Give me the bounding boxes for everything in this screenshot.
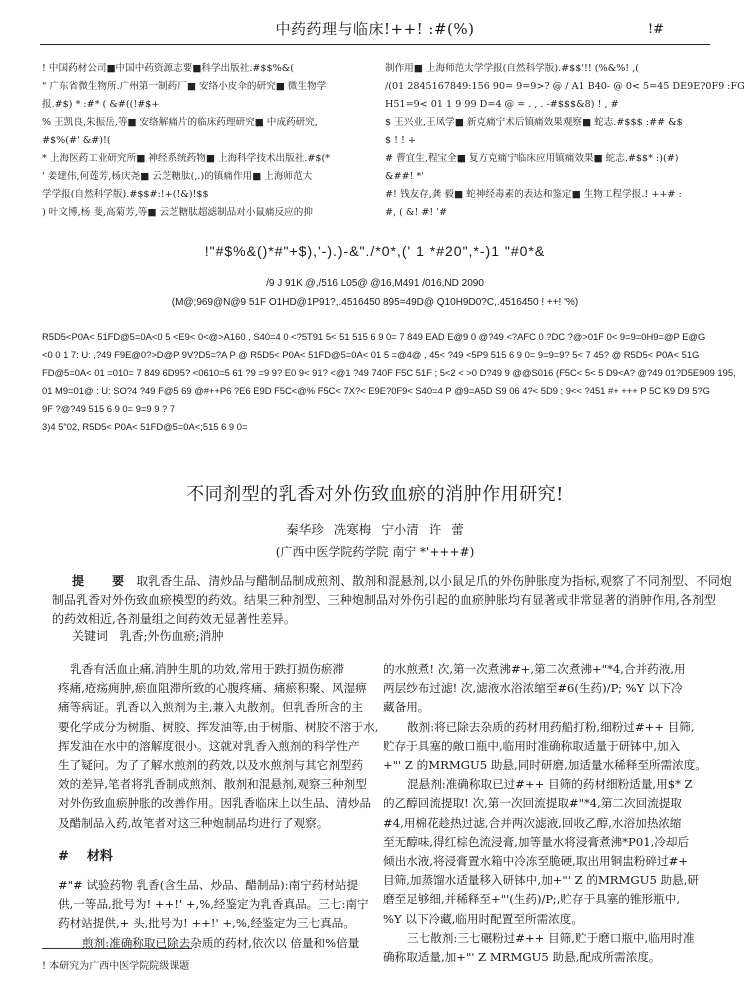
body-line: 至无醇味,得红棕色流浸膏,加等量水将浸膏煮沸*P01,冷却后 bbox=[383, 834, 690, 849]
english-abstract-line: <0 0 1 7: U: ,?49 F9E@0?>D@P 9V?D5=?A P @ R5D5< P0A< 51FD@5=0A< 01 5 =@4@ , 45< ?49 <5P9 515 6 9 0= 9=9=9? 5< 7 45? @ R5D5< P0A< 51G bbox=[42, 349, 700, 360]
english-abstract-line: 01 M9=01@ : U: SO?4 ?49 F@5 69 @#++P6 ?E6 E9D F5C<@% F5C< 7X?< E9E?0F9< S40=4 P @9=A5D S9 06 4?< 5D9 ; 9<< ?451 #+ +++ P 5C K9 D9 5?G bbox=[42, 385, 710, 396]
reference-line: * 上海医药工业研究所■ 神经系统药物■ 上海科学技术出版社.#$(* bbox=[42, 153, 331, 164]
footnote-rule bbox=[42, 948, 192, 949]
body-line: 乳香有活血止痛,消肿生肌的功效,常用于跌打损伤瘀滞 bbox=[70, 662, 345, 676]
header-rule bbox=[40, 44, 710, 45]
body-line: 三七散剂:三七碾粉过#++ 目筛,贮于磨口瓶中,临用时准 bbox=[407, 930, 695, 945]
reference-line: $ ! ! + bbox=[385, 135, 417, 146]
reference-line: # 曹宜生,程宝全■ 复方克痛宁临床应用镇痛效果■ 蛇志.#$$* :)(#) bbox=[385, 153, 679, 164]
english-keywords-line: 3)4 5"02, R5D5< P0A< 51FD@5=0A<;515 6 9 0= bbox=[42, 421, 248, 432]
abstract-line: 的药效相近,各剂量组之间药效无显著性差异。 bbox=[52, 612, 296, 626]
reference-line: 制作用■ 上海师范大学学报(自然科学版).#$$'!! (%&%! ,( bbox=[385, 63, 640, 74]
english-abstract-line: R5D5<P0A< 51FD@5=0A<0 5 <E9< 0<@>A160 , S40=4 0 <?5T91 5< 51 515 6 9 0= 7 849 EAD E@9 0 @?49 <?AFC 0 ?DC ?@>01F 0< 9=9=0H9=@P E@G bbox=[42, 331, 706, 342]
reference-line: #, ( &! #! '# bbox=[385, 207, 447, 218]
reference-line: % 王凯良,朱振岳,等■ 安络解痛片的临床药理研究■ 中成药研究, bbox=[42, 117, 318, 128]
english-title: !"#$%&()*#"+$),'-).)-&"./*0*,(' 1 *#20",*-)1 "#0*& bbox=[204, 243, 546, 259]
body-line: 效的差异,笔者将乳香制成煎剂、散剂和混悬剂,观察三种剂型 bbox=[58, 777, 367, 792]
body-line: 供,一等品,批号为! ++!' +,%,经鉴定为乳香真品。三七:南宁 bbox=[58, 897, 369, 912]
body-line: 的水煎煮! 次,第一次煮沸#+,第二次煮沸+"*4,合并药液,用 bbox=[383, 662, 686, 676]
page-marker: !# bbox=[647, 22, 664, 37]
body-line: 确称取适量,加+"' Z MRMGU5 助悬,配成所需浓度。 bbox=[383, 950, 661, 965]
section-title: 材料 bbox=[86, 848, 113, 864]
body-line: 的乙醇回流提取! 次,第一次回流提取#"*4,第二次回流提取 bbox=[383, 796, 682, 811]
body-line: 对外伤致血瘀肿胀的改善作用。因乳香临床上以生品、清炒品 bbox=[58, 796, 372, 811]
keywords-value: 乳香;外伤血瘀;消肿 bbox=[119, 629, 224, 643]
chinese-affiliation: (广西中医学院药学院 南宁 *'+++#) bbox=[275, 545, 475, 559]
body-line: 及醋制品入药,故笔者对这三种炮制品均进行了观察。 bbox=[58, 815, 329, 830]
body-line: 两层纱布过滤! 次,滤液水浴浓缩至#6(生药)/P; %Y 以下冷 bbox=[383, 681, 683, 696]
reference-line: H51=9< 01 1 9 99 D=4 @ = . , . -#$$$&8) ! , # bbox=[385, 99, 619, 110]
reference-line: ' 姜建伟,何莲芳,杨庆尧■ 云芝糖肽(,.)的镇痛作用■ 上海师范大 bbox=[42, 171, 313, 182]
keywords-label: 关键词 bbox=[72, 629, 109, 643]
reference-line: ! 中国药材公司■中国中药资源志要■科学出版社.#$$%&( bbox=[42, 63, 295, 74]
body-line: %Y 以下冷藏,临用时配置至所需浓度。 bbox=[383, 911, 583, 926]
references-right-column bbox=[385, 60, 745, 222]
body-line: 磨至足够细,并稀释至+"'(生药)/P;,贮存于具塞的锥形瓶中, bbox=[383, 892, 681, 907]
body-line: 要化学成分为树脂、树胶、挥发油等,由于树脂、树胶不溶于水, bbox=[58, 719, 379, 734]
body-line: 疼痛,疮疡痈肿,瘀血阻滞所致的心腹疼痛、痛瘀积聚、风湿痹 bbox=[58, 681, 367, 696]
body-line: 痛等病证。乳香以入煎剂为主,兼入丸散剂。但乳香所含的主 bbox=[58, 700, 364, 715]
body-line: 目筛,加蒸馏水适量移入研钵中,加+"' Z 的MRMGU5 助悬,研 bbox=[383, 873, 699, 888]
reference-line: 报.#$) * :#* ( &#((!#$+ bbox=[42, 99, 160, 110]
body-line: 生了疑问。为了了解水煎剂的药效,以及水煎剂与其它剂型药 bbox=[58, 758, 364, 773]
abstract-label: 提 要 bbox=[72, 574, 137, 588]
body-line: #4,用棉花趁热过滤,合并两次滤液,回收乙醇,水浴加热浓缩 bbox=[383, 815, 682, 830]
footnote: ! 本研究为广西中医学院院级课题 bbox=[42, 961, 190, 972]
chinese-abstract bbox=[52, 572, 732, 629]
reference-line: #! 钱友存,龚 毅■ 蛇神经毒素的表达和鉴定■ 生物工程学报.! ++# : bbox=[385, 189, 682, 200]
english-authors: /9 J 91K @,/516 L05@ @16,M491 /016,ND 2090 bbox=[266, 278, 484, 289]
english-affiliation: (M@;969@N@9 51F O1HD@1P91?,.4516450 895=49D@ Q10H9D0?C,.4516450 ! ++! '%) bbox=[171, 297, 579, 308]
reference-line: #$%(#' &#)!( bbox=[42, 135, 111, 146]
running-header-journal: 中药药理与临床!++! :#(%) bbox=[275, 20, 475, 38]
reference-line: ) 叶文博,杨 斐,高菊芳,等■ 云芝糖肽超滤制品对小鼠痛反应的抑 bbox=[42, 207, 313, 218]
reference-line: " 广东省微生物所.广州第一制药厂■ 安络小皮伞的研究■ 微生物学 bbox=[42, 81, 327, 92]
chinese-authors: 秦华珍 冼寒梅 宁小清 许 蕾 bbox=[286, 522, 464, 537]
chinese-title: 不同剂型的乳香对外伤致血瘀的消肿作用研究! bbox=[186, 484, 564, 505]
body-line: 混悬剂:准确称取已过#++ 目筛的药材细粉适量,用$* Z bbox=[407, 777, 693, 792]
body-line: 散剂:将已除去杂质的药材用药船打粉,细粉过#++ 目筛, bbox=[407, 719, 695, 734]
body-line: 倾出水液,将浸膏置水箱中冷冻至脆硬,取出用铜盅粉碎过#+ bbox=[383, 854, 689, 869]
section-number: # bbox=[58, 848, 69, 864]
keywords bbox=[72, 627, 224, 644]
reference-line: /(01 2845167849:156 90= 9=9>? @ / A1 B40- @ 0< 5=45 DE9E?0F9 :FG bbox=[385, 81, 745, 92]
body-line: 挥发油在水中的溶解度很小。这就对乳香入煎剂的科学性产 bbox=[58, 738, 360, 753]
english-abstract-line: FD@5=0A< 01 =010= 7 849 6D95? <0610=5 61 ?9 =9 9? E0 9< 91? <@1 ?49 740F F5C 51F ; 5<2 < >0 D?49 9 @@S016 (F5C< 5< 5 D9<A? @?49 01?D5E909 195, bbox=[42, 367, 736, 378]
english-abstract bbox=[42, 328, 736, 436]
body-left-column bbox=[58, 660, 379, 953]
english-abstract-line: 9F ?@?49 515 6 9 0= 9=9 9 ? 7 bbox=[42, 403, 176, 414]
section-heading-materials bbox=[58, 847, 370, 866]
reference-line: $ 王兴业,王凤学■ 新克痛宁术后镇痛效果观察■ 蛇志.#$$$ :## &$ bbox=[385, 117, 683, 128]
body-line: 藏备用。 bbox=[383, 700, 430, 715]
body-line: 煎剂:准确称取已除去杂质的药材,依次以 倍量和%倍量 bbox=[82, 935, 360, 950]
reference-line: &##! *' bbox=[385, 171, 424, 182]
abstract-line: 制品乳香对外伤致血瘀模型的药效。结果三种剂型、三种炮制品对外伤引起的血瘀肿胀均有显著或非常显著的消肿作用,各剂型 bbox=[52, 593, 716, 607]
abstract-line: 取乳香生品、清炒品与醋制品制成煎剂、散剂和混悬剂,以小鼠足爪的外伤肿胀度为指标,观察了不同剂型、不同炮 bbox=[136, 574, 732, 588]
references-left-column bbox=[42, 60, 377, 222]
body-line: 贮存于具塞的敞口瓶中,临用时准确称取适量于研钵中,加入 bbox=[383, 738, 681, 753]
body-line: #"# 试验药物 乳香(含生品、炒品、醋制品):南宁药材站提 bbox=[58, 878, 359, 893]
body-right-column bbox=[383, 660, 709, 967]
body-line: +"' Z 的MRMGU5 助悬,同时研磨,加适量水稀释至所需浓度。 bbox=[383, 758, 707, 773]
body-line: 药材站提供,+ 头,批号为! ++!' +,%,经鉴定为三七真品。 bbox=[58, 916, 355, 931]
reference-line: 学学报(自然科学版).#$$#:!+(!&)!$$ bbox=[42, 189, 209, 200]
